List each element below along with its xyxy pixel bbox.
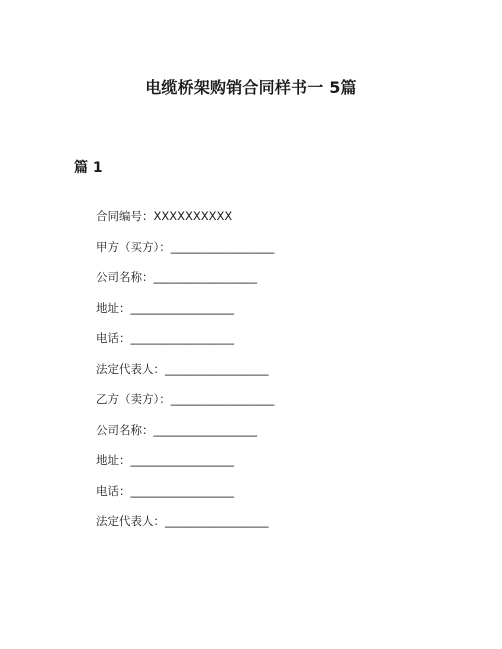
field-label: 公司名称： bbox=[96, 422, 154, 437]
field-blank: __________________ bbox=[170, 239, 275, 254]
party-a-field bbox=[96, 238, 274, 269]
party-b-phone-field bbox=[96, 482, 274, 513]
field-label: 地址： bbox=[96, 453, 131, 467]
field-blank: __________________ bbox=[130, 483, 234, 498]
field-blank: __________________ bbox=[170, 392, 275, 406]
field-label: 法定代表人： bbox=[96, 514, 165, 528]
field-label: 电话： bbox=[96, 331, 131, 345]
section-heading: 篇 1 bbox=[74, 160, 103, 176]
field-blank: __________________ bbox=[130, 453, 234, 467]
field-blank: __________________ bbox=[153, 422, 257, 437]
field-label: 公司名称： bbox=[96, 270, 154, 284]
field-label: 地址： bbox=[96, 300, 131, 315]
field-blank: __________________ bbox=[130, 300, 234, 315]
field-label: 电话： bbox=[96, 483, 131, 498]
field-label: 法定代表人： bbox=[96, 361, 165, 376]
party-b-company-field bbox=[96, 421, 274, 452]
party-a-company-field bbox=[96, 268, 274, 299]
party-b-address-field bbox=[96, 451, 274, 482]
party-b-field bbox=[96, 390, 274, 421]
party-a-address-field bbox=[96, 299, 274, 330]
party-a-phone-field bbox=[96, 329, 274, 360]
field-blank: __________________ bbox=[165, 361, 269, 376]
party-b-representative-field bbox=[96, 512, 274, 543]
contract-number-field bbox=[96, 207, 274, 238]
field-blank: __________________ bbox=[153, 270, 257, 284]
contract-field-list bbox=[96, 207, 274, 543]
field-blank: __________________ bbox=[165, 514, 269, 528]
document-title: 电缆桥架购销合同样书一 5篇 bbox=[145, 78, 357, 97]
field-label: 乙方（卖方）： bbox=[96, 392, 171, 406]
field-label: 甲方（买方）： bbox=[96, 239, 171, 254]
field-label: 合同编号： bbox=[96, 209, 154, 223]
field-value: XXXXXXXXXX bbox=[153, 209, 233, 223]
field-blank: __________________ bbox=[130, 331, 234, 345]
party-a-representative-field bbox=[96, 360, 274, 391]
